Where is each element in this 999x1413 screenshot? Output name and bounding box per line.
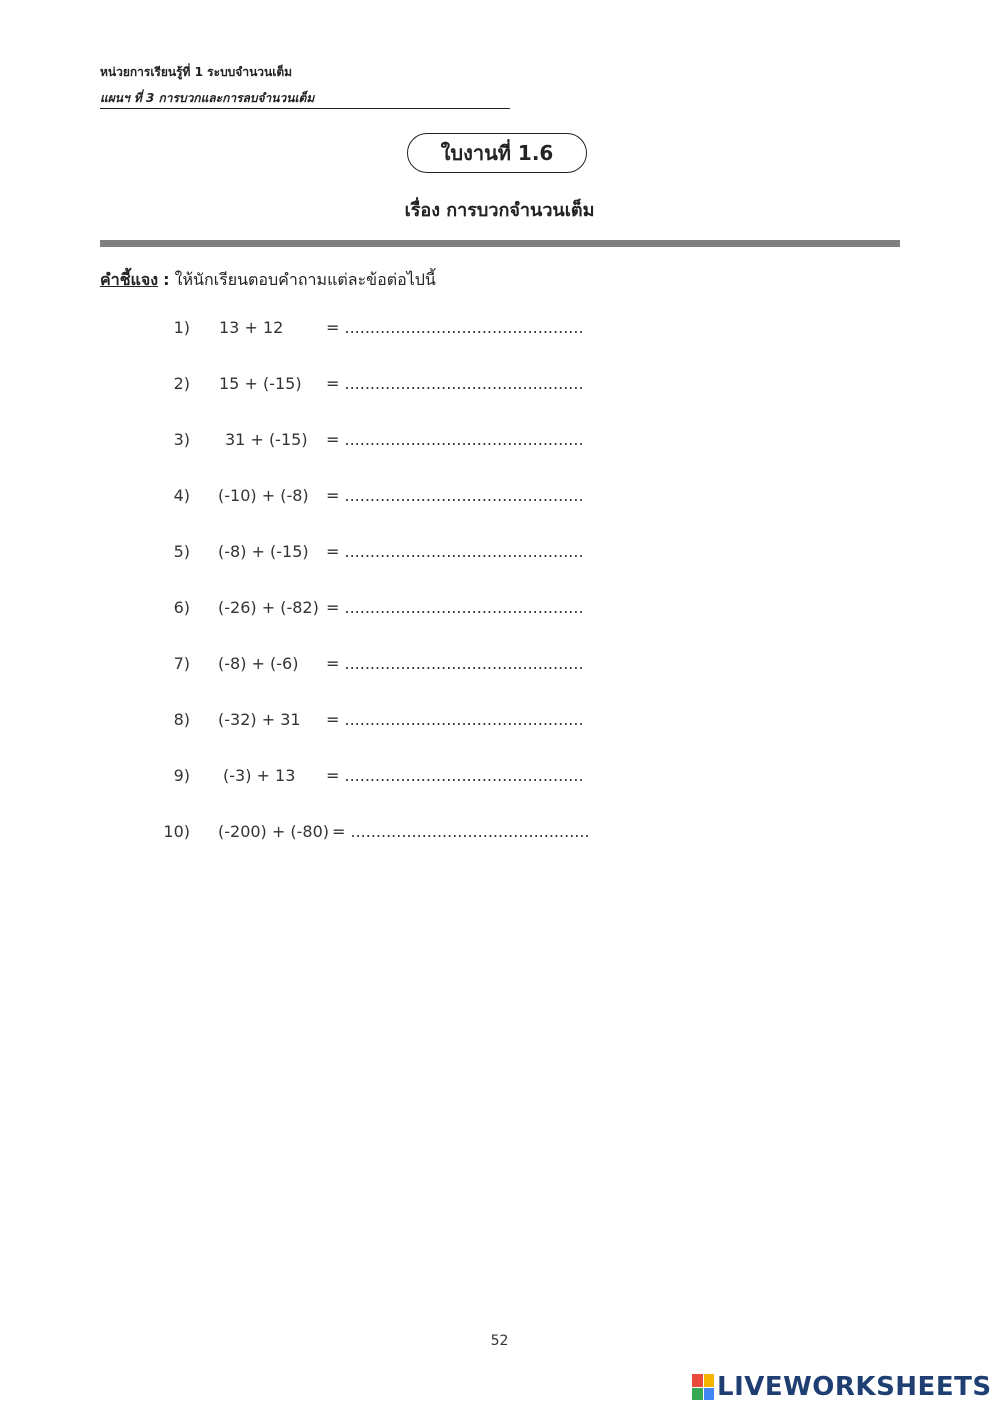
answer-blank[interactable]: = ............................................... xyxy=(326,766,584,785)
instruction-text: ให้นักเรียนตอบคำถามแต่ละข้อต่อไปนี้ xyxy=(174,270,436,289)
worksheet-title: ใบงานที่ 1.6 xyxy=(440,141,554,165)
question-number: 1) xyxy=(173,318,190,337)
instruction xyxy=(100,268,436,293)
worksheet-subject: เรื่อง การบวกจำนวนเต็ม xyxy=(404,200,595,221)
answer-blank[interactable]: = ............................................... xyxy=(326,318,584,337)
header-unit: หน่วยการเรียนรู้ที่ 1 ระบบจำนวนเต็ม xyxy=(100,65,293,79)
question-number: 9) xyxy=(173,766,190,785)
header-plan: แผนฯ ที่ 3 การบวกและการลบจำนวนเต็ม xyxy=(100,91,315,105)
question-number: 7) xyxy=(173,654,190,673)
question-expression: (-8) + (-6) xyxy=(218,654,299,673)
question-expression: (-10) + (-8) xyxy=(218,486,309,505)
answer-blank[interactable]: = ............................................... xyxy=(326,654,584,673)
brand-footer[interactable] xyxy=(692,1372,992,1402)
question-number: 10) xyxy=(163,822,190,841)
page-number: 52 xyxy=(490,1333,509,1349)
question-number: 6) xyxy=(173,598,190,617)
question-number: 4) xyxy=(173,486,190,505)
instruction-label: คำชี้แจง xyxy=(100,270,159,289)
answer-blank[interactable]: = ............................................... xyxy=(326,430,584,449)
instruction-colon: : xyxy=(163,270,170,289)
answer-blank[interactable]: = ............................................... xyxy=(332,822,590,841)
answer-blank[interactable]: = ............................................... xyxy=(326,486,584,505)
question-number: 5) xyxy=(173,542,190,561)
answer-blank[interactable]: = ............................................... xyxy=(326,598,584,617)
question-number: 8) xyxy=(173,710,190,729)
answer-blank[interactable]: = ............................................... xyxy=(326,710,584,729)
question-expression: 15 + (-15) xyxy=(219,374,302,393)
question-number: 2) xyxy=(173,374,190,393)
question-expression: (-32) + 31 xyxy=(218,710,301,729)
question-expression: (-26) + (-82) xyxy=(218,598,319,617)
question-expression: 31 + (-15) xyxy=(225,430,308,449)
worksheet-title-badge xyxy=(407,133,587,173)
section-divider xyxy=(100,240,900,247)
brand-text: LIVEWORKSHEETS xyxy=(717,1372,992,1402)
liveworksheets-logo-icon xyxy=(692,1374,714,1400)
answer-blank[interactable]: = ............................................... xyxy=(326,542,584,561)
answer-blank[interactable]: = ............................................... xyxy=(326,374,584,393)
question-expression: (-8) + (-15) xyxy=(218,542,309,561)
header-divider xyxy=(100,108,510,109)
question-expression: (-200) + (-80) xyxy=(218,822,329,841)
question-expression: (-3) + 13 xyxy=(223,766,296,785)
question-number: 3) xyxy=(173,430,190,449)
question-expression: 13 + 12 xyxy=(219,318,284,337)
